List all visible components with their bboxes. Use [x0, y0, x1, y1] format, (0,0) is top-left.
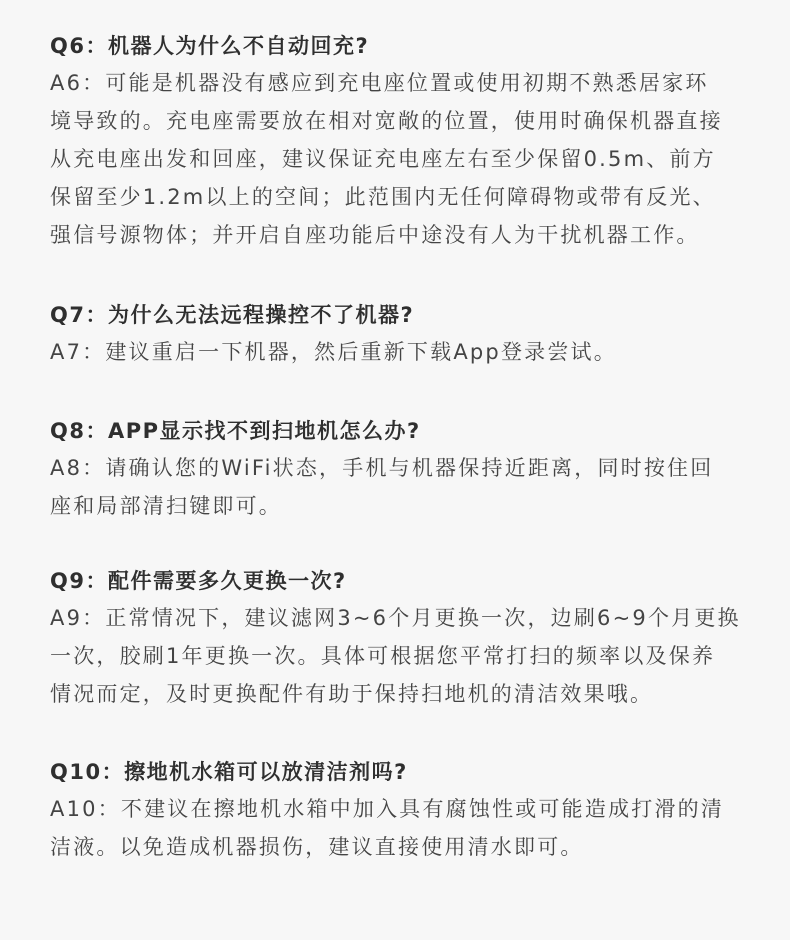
answer-line: A10：不建议在擦地机水箱中加入具有腐蚀性或可能造成打滑的清 — [50, 797, 725, 821]
answer-line: 保留至少1.2m以上的空间；此范围内无任何障碍物或带有反光、 — [50, 185, 716, 209]
question-heading: Q7：为什么无法远程操控不了机器? — [50, 303, 415, 327]
answer-text — [50, 333, 750, 371]
answer-text — [50, 790, 750, 866]
faq-item-q7 — [50, 300, 750, 371]
answer-line: A9：正常情况下，建议滤网3~6个月更换一次，边刷6~9个月更换 — [50, 606, 741, 630]
answer-line: A6：可能是机器没有感应到充电座位置或使用初期不熟悉居家环 — [50, 71, 709, 95]
faq-item-q8 — [50, 416, 750, 525]
answer-line: 座和局部清扫键即可。 — [50, 494, 282, 518]
answer-text — [50, 64, 750, 254]
answer-line: 从充电座出发和回座，建议保证充电座左右至少保留0.5m、前方 — [50, 147, 716, 171]
question-heading: Q6：机器人为什么不自动回充? — [50, 34, 370, 58]
faq-item-q6 — [50, 31, 750, 254]
answer-line: 情况而定，及时更换配件有助于保持扫地机的清洁效果哦。 — [50, 682, 654, 706]
answer-line: A7：建议重启一下机器，然后重新下载App登录尝试。 — [50, 340, 617, 364]
faq-item-q9 — [50, 566, 750, 713]
question-heading: Q10：擦地机水箱可以放清洁剂吗? — [50, 760, 408, 784]
question-heading: Q9：配件需要多久更换一次? — [50, 569, 347, 593]
answer-line: 洁液。以免造成机器损伤，建议直接使用清水即可。 — [50, 835, 584, 859]
answer-text — [50, 449, 750, 525]
answer-text — [50, 599, 750, 713]
answer-line: A8：请确认您的WiFi状态，手机与机器保持近距离，同时按住回 — [50, 456, 714, 480]
question-heading: Q8：APP显示找不到扫地机怎么办? — [50, 419, 421, 443]
answer-line: 一次，胶刷1年更换一次。具体可根据您平常打扫的频率以及保养 — [50, 644, 716, 668]
answer-line: 境导致的。充电座需要放在相对宽敞的位置，使用时确保机器直接 — [50, 109, 723, 133]
faq-item-q10 — [50, 757, 750, 866]
answer-line: 强信号源物体；并开启自座功能后中途没有人为干扰机器工作。 — [50, 223, 700, 247]
